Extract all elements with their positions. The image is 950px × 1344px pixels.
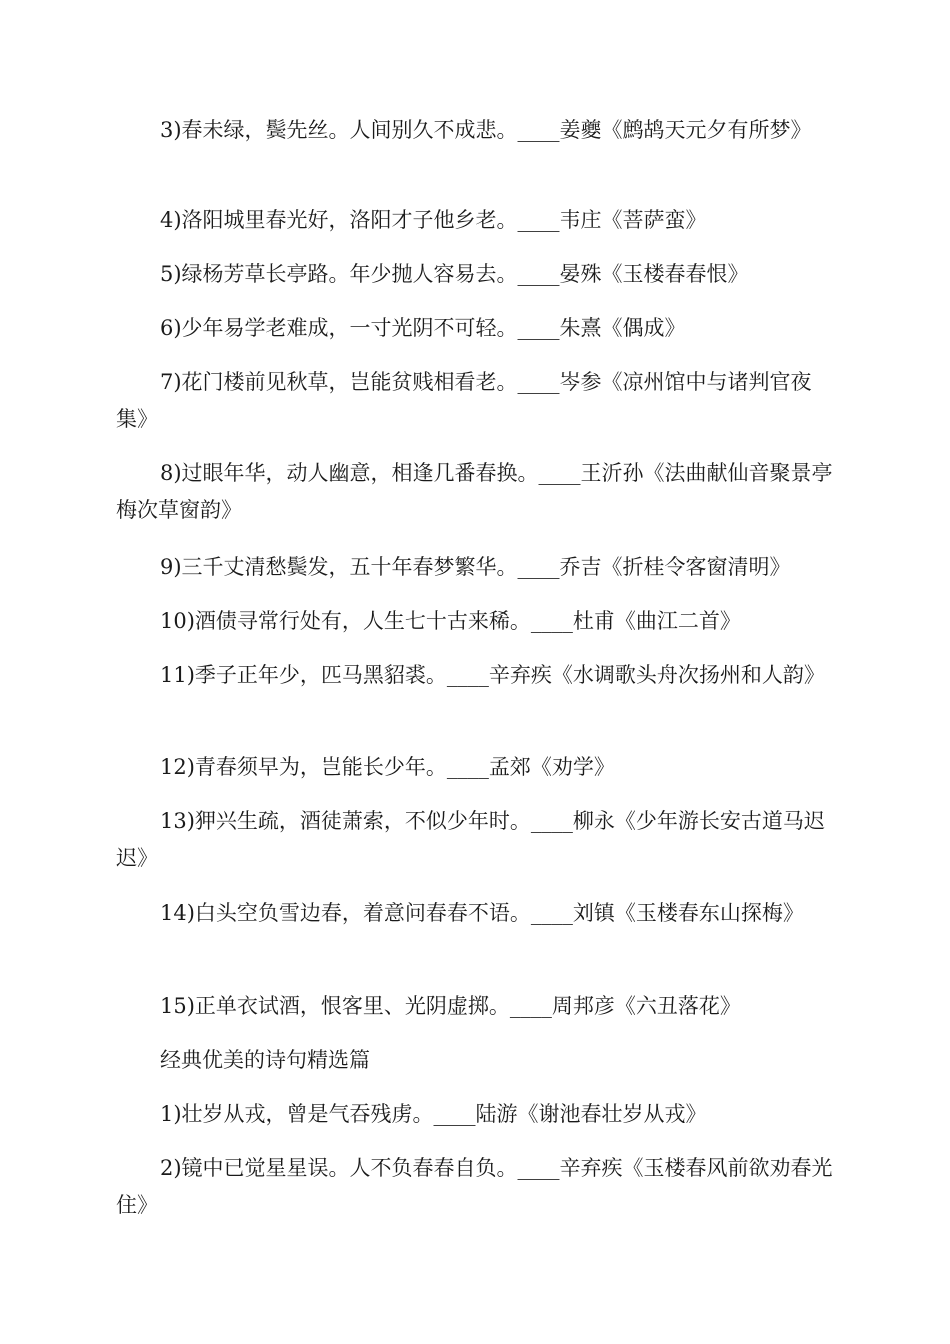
poem-text: 9)三千丈清愁鬓发，五十年春梦繁华。____乔吉《折桂令客窗清明》 bbox=[160, 555, 791, 579]
poem-text: 4)洛阳城里春光好，洛阳才子他乡老。____韦庄《菩萨蛮》 bbox=[160, 208, 707, 232]
poem-text: 13)狎兴生疏，酒徒萧索，不似少年时。____柳永《少年游长安古道马迟迟》 bbox=[116, 809, 825, 870]
poem-line-b2 bbox=[116, 1150, 836, 1224]
section-heading bbox=[116, 1042, 836, 1079]
poem-line-8 bbox=[116, 455, 836, 529]
poem-line-b1 bbox=[116, 1096, 836, 1133]
poem-text: 12)青春须早为，岂能长少年。____孟郊《劝学》 bbox=[160, 755, 615, 779]
poem-text: 15)正单衣试酒，恨客里、光阴虚掷。____周邦彦《六丑落花》 bbox=[160, 994, 741, 1018]
poem-line-13 bbox=[116, 803, 836, 877]
section-heading-text: 经典优美的诗句精选篇 bbox=[160, 1048, 370, 1072]
poem-text: 3)春未绿，鬓先丝。人间别久不成悲。____姜夔《鹧鸪天元夕有所梦》 bbox=[160, 118, 812, 142]
poem-text: 1)壮岁从戎，曾是气吞残虏。____陆游《谢池春壮岁从戎》 bbox=[160, 1102, 707, 1126]
poem-line-5 bbox=[116, 256, 836, 293]
poem-text: 2)镜中已觉星星误。人不负春春自负。____辛弃疾《玉楼春风前欲劝春光住》 bbox=[116, 1156, 833, 1217]
poem-text: 11)季子正年少，匹马黑貂裘。____辛弃疾《水调歌头舟次扬州和人韵》 bbox=[160, 663, 825, 687]
poem-line-9 bbox=[116, 549, 836, 586]
poem-line-7 bbox=[116, 364, 836, 438]
poem-line-4 bbox=[116, 202, 836, 239]
poem-line-11 bbox=[116, 657, 836, 694]
poem-line-10 bbox=[116, 603, 836, 640]
poem-line-3 bbox=[116, 112, 836, 149]
poem-text: 8)过眼年华，动人幽意，相逢几番春换。____王沂孙《法曲献仙音聚景亭梅次草窗韵》 bbox=[116, 461, 833, 522]
poem-text: 10)酒债寻常行处有，人生七十古来稀。____杜甫《曲江二首》 bbox=[160, 609, 741, 633]
poem-line-15 bbox=[116, 988, 836, 1025]
poem-line-14 bbox=[116, 895, 836, 932]
poem-text: 7)花门楼前见秋草，岂能贫贱相看老。____岑参《凉州馆中与诸判官夜集》 bbox=[116, 370, 812, 431]
poem-line-12 bbox=[116, 749, 836, 786]
poem-text: 5)绿杨芳草长亭路。年少抛人容易去。____晏殊《玉楼春春恨》 bbox=[160, 262, 749, 286]
poem-line-6 bbox=[116, 310, 836, 347]
poem-text: 14)白头空负雪边春，着意问春春不语。____刘镇《玉楼春东山探梅》 bbox=[160, 901, 804, 925]
poem-text: 6)少年易学老难成，一寸光阴不可轻。____朱熹《偶成》 bbox=[160, 316, 686, 340]
